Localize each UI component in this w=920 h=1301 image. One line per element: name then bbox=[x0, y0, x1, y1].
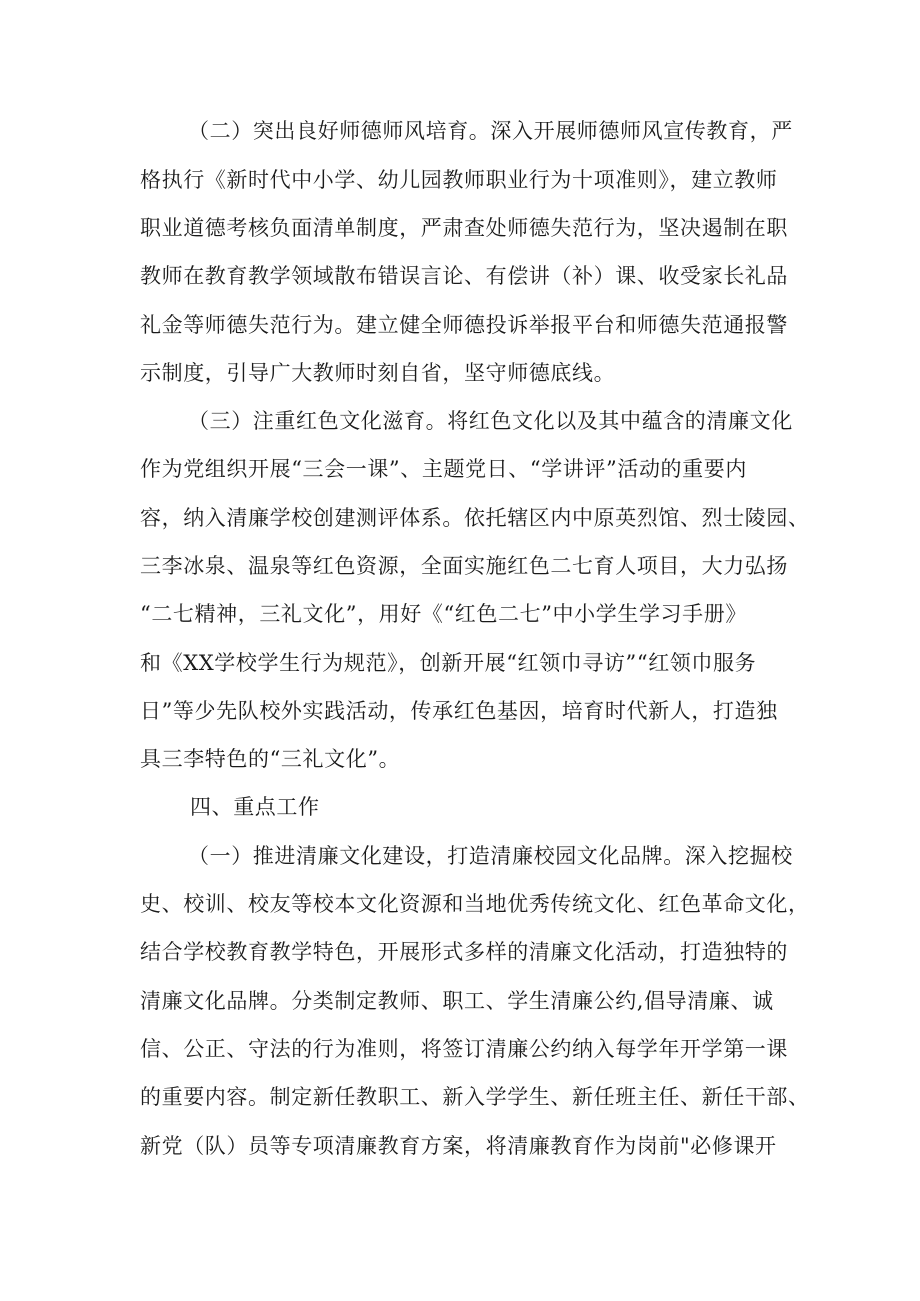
paragraph-line: 和《XX学校学生行为规范》，创新开展“红领巾寻访”“红领巾服务 bbox=[140, 651, 757, 675]
paragraph-line: （二）突出良好师德师风培育。深入开展师德师风宣传教育，严 bbox=[188, 119, 793, 143]
paragraph-line: “二七精神，三礼文化”，用好《“红色二七”中小学生学习手册》 bbox=[140, 602, 747, 626]
paragraph-line: 三李冰泉、温泉等红色资源，全面实施红色二七育人项目，大力弘扬 bbox=[140, 554, 788, 578]
paragraph-line: 礼金等师德失范行为。建立健全师德投诉举报平台和师德失范通报警 bbox=[140, 313, 788, 337]
paragraph-line: 结合学校教育教学特色，开展形式多样的清廉文化活动，打造独特的 bbox=[140, 940, 788, 964]
paragraph-line: 具三李特色的“三礼文化”。 bbox=[140, 747, 401, 771]
paragraph-line: 作为党组织开展“三会一课”、主题党日、“学讲评”活动的重要内 bbox=[140, 457, 747, 481]
paragraph-line: 职业道德考核负面清单制度，严肃查处师德失范行为，坚决遏制在职 bbox=[140, 216, 788, 240]
paragraph-line: 教师在教育教学领域散布错误言论、有偿讲（补）课、收受家长礼品 bbox=[140, 264, 788, 288]
paragraph-line: 示制度，引导广大教师时刻自省，坚守师德底线。 bbox=[140, 361, 616, 385]
section-heading: 四、重点工作 bbox=[190, 795, 320, 819]
paragraph-line: 日”等少先队校外实践活动，传承红色基因，培育时代新人，打造独 bbox=[140, 699, 778, 723]
paragraph-line: 的重要内容。制定新任教职工、新入学学生、新任班主任、新任干部、 bbox=[140, 1085, 810, 1109]
paragraph-line: 格执行《新时代中小学、幼儿园教师职业行为十项准则》，建立教师 bbox=[140, 168, 778, 192]
paragraph-line: 新党（队）员等专项清廉教育方案，将清廉教育作为岗前"必修课开 bbox=[140, 1134, 777, 1158]
paragraph-line: 容，纳入清廉学校创建测评体系。依托辖区内中原英烈馆、烈士陵园、 bbox=[140, 506, 810, 530]
paragraph-line: 清廉文化品牌。分类制定教师、职工、学生清廉公约,倡导清廉、诚 bbox=[140, 989, 774, 1013]
paragraph-line: （三）注重红色文化滋育。将红色文化以及其中蕴含的清廉文化 bbox=[188, 409, 793, 433]
paragraph-line: 史、校训、校友等校本文化资源和当地优秀传统文化、红色革命文化， bbox=[140, 892, 810, 916]
paragraph-line: （一）推进清廉文化建设，打造清廉校园文化品牌。深入挖掘校 bbox=[188, 844, 793, 868]
paragraph-line: 信、公正、守法的行为准则，将签订清廉公约纳入每学年开学第一课 bbox=[140, 1037, 788, 1061]
